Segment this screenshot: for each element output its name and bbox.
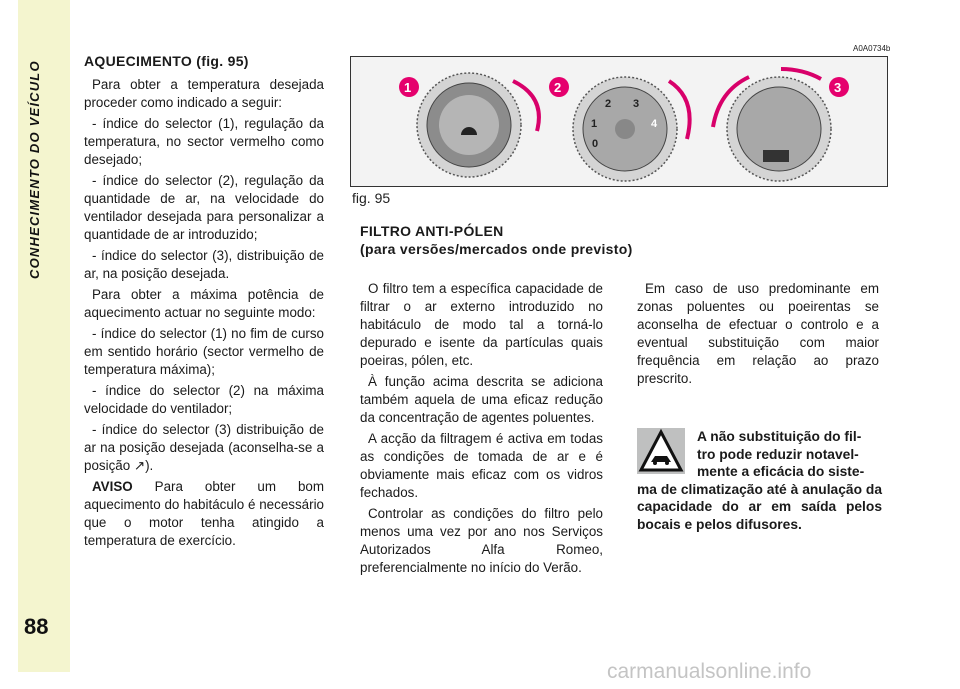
dial2-label: 0 — [592, 138, 599, 150]
figure-code: A0A0734b — [853, 44, 891, 53]
section-title-vertical: CONHECIMENTO DO VEÍCULO — [27, 60, 42, 279]
warning-text — [637, 428, 882, 533]
watermark: carmanualsonline.info — [607, 660, 812, 683]
paragraph: À função acima descrita se adiciona também aquela de uma eficaz redução da concentração de agentes poluentes. — [360, 374, 603, 425]
paragraph: - índice do selector (2), regulação da quantidade de ar, na velocidade do ventilador desejada para personalizar a quantidade de ar introduzido; — [84, 173, 324, 242]
dial-air-distribution — [727, 77, 831, 181]
paragraph: - índice do selector (1) no fim de curso em sentido horário (sector vermelho de temperatura máxima); — [84, 326, 324, 377]
dial-temperature — [417, 73, 521, 177]
aviso-text: Para obter um bom aquecimento do habitáculo é necessário que o motor tenha atingido a temperatura de exercício. — [84, 479, 324, 548]
aviso-paragraph — [84, 478, 324, 550]
callout-number: 1 — [404, 80, 412, 95]
figure-frame — [350, 56, 888, 187]
dial2-label: 2 — [605, 98, 612, 110]
column-filter-continued — [637, 280, 879, 391]
dial2-label: 4 — [651, 118, 658, 130]
paragraph: - índice do selector (2) na máxima velocidade do ventilador; — [84, 383, 324, 416]
filter-heading — [360, 222, 680, 258]
paragraph: Para obter a temperatura desejada proceder como indicado a seguir: — [84, 77, 324, 110]
climate-controls-illustration — [351, 57, 887, 186]
aviso-label: AVISO — [92, 479, 133, 494]
filter-subtitle: (para versões/mercados onde previsto) — [360, 241, 633, 257]
column-heating — [84, 52, 324, 553]
paragraph: - índice do selector (3) distribuição de ar na posição desejada (aconselha-se a posição ↗). — [84, 422, 324, 473]
paragraph: Para obter a máxima potência de aquecimento actuar no seguinte modo: — [84, 287, 324, 320]
paragraph: O filtro tem a específica capacidade de filtrar o ar externo introduzido no habitáculo de modo tal a torná-lo depurado e isente da partículas quais poeiras, pólen, etc. — [360, 281, 603, 368]
warning-line: tro pode reduzir notavel- — [697, 446, 859, 462]
dial-fan-speed — [573, 77, 677, 181]
warning-line: mente a eficácia do siste- — [697, 464, 865, 479]
column-filter — [360, 280, 603, 580]
filter-title: FILTRO ANTI-PÓLEN — [360, 223, 504, 239]
heading-figref: (fig. 95) — [196, 53, 249, 69]
paragraph: Em caso de uso predominante em zonas poluentes ou poeirentas se aconselha de efectuar o controlo e a eventual substituição com maior frequência em relação ao prazo prescrito. — [637, 281, 879, 386]
heating-heading — [84, 52, 324, 70]
paragraph: - índice do selector (1), regulação da temperatura, no sector vermelho como desejado; — [84, 116, 324, 167]
paragraph: A acção da filtragem é activa em todas as condições de tomada de ar e é obviamente mais eficaz com os vidros fechados. — [360, 431, 603, 500]
callout-number: 2 — [554, 80, 562, 95]
paragraph: - índice do selector (3), distribuição de ar, na posição desejada. — [84, 248, 324, 281]
figure-caption: fig. 95 — [352, 190, 391, 206]
callout-number: 3 — [834, 80, 842, 95]
dial2-label: 3 — [633, 98, 640, 110]
page-number: 88 — [24, 614, 49, 639]
paragraph: Controlar as condições do filtro pelo menos uma vez por ano nos Serviços Autorizados Alfa Romeo, preferencialmente no início do Verão. — [360, 506, 603, 575]
dial2-label: 1 — [591, 118, 598, 130]
warning-line: A não substituição do fil- — [697, 429, 862, 444]
heading-title: AQUECIMENTO — [84, 53, 193, 69]
warning-line: ma de climatização até à anulação da capacidade do ar em saída pelos bocais e pelos difusores. — [637, 481, 882, 532]
